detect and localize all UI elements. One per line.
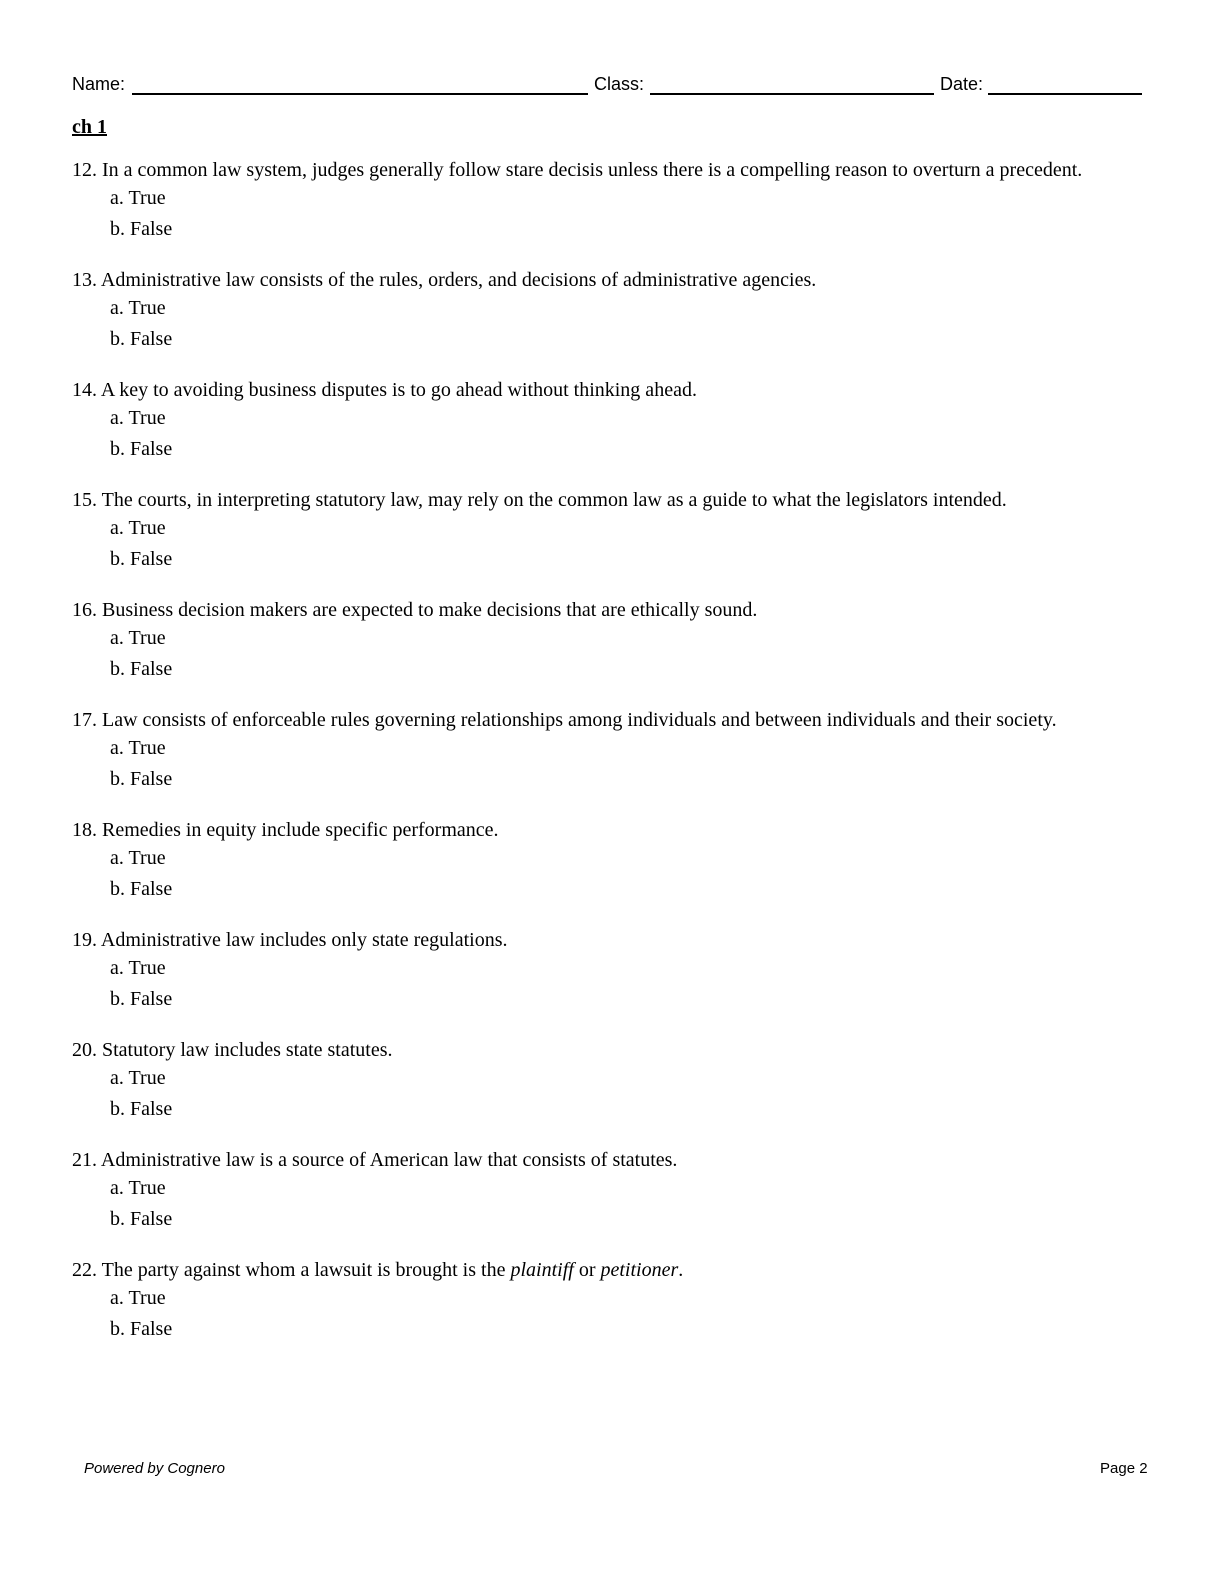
option-false: b. False [110, 218, 173, 240]
question-21 [72, 1147, 1152, 1235]
option-false: b. False [110, 1098, 173, 1120]
question-list [72, 157, 1152, 1367]
option-true: a. True [110, 1177, 166, 1199]
question-text: 12. In a common law system, judges generally follow stare decisis unless there is a compelling reason to overturn a precedent. [72, 159, 1083, 181]
question-text: 14. A key to avoiding business disputes is to go ahead without thinking ahead. [72, 379, 697, 401]
option-true: a. True [110, 1067, 166, 1089]
question-text [72, 1257, 1152, 1283]
question-13 [72, 267, 1152, 355]
question-17 [72, 707, 1152, 795]
option-false: b. False [110, 658, 173, 680]
page-number: Page 2 [1100, 1460, 1148, 1477]
question-text: 13. Administrative law consists of the rules, orders, and decisions of administrative agencies. [72, 269, 817, 291]
question-text: 15. The courts, in interpreting statutory law, may rely on the common law as a guide to what the legislators intended. [72, 489, 1007, 511]
class-blank [650, 93, 934, 95]
question-15 [72, 487, 1152, 575]
worksheet-header [72, 72, 1144, 96]
option-false: b. False [110, 328, 173, 350]
question-text: 18. Remedies in equity include specific performance. [72, 819, 499, 841]
option-false: b. False [110, 1318, 173, 1340]
option-false: b. False [110, 1208, 173, 1230]
question-text: 17. Law consists of enforceable rules governing relationships among individuals and between individuals and their society. [72, 709, 1057, 731]
powered-by-footer: Powered by Cognero [84, 1460, 225, 1477]
question-text-italic: plaintiff [510, 1259, 574, 1281]
question-text-italic: petitioner [600, 1259, 679, 1281]
option-false: b. False [110, 878, 173, 900]
option-true: a. True [110, 737, 166, 759]
question-16 [72, 597, 1152, 685]
question-19 [72, 927, 1152, 1015]
question-20 [72, 1037, 1152, 1125]
question-text-part: . [678, 1259, 684, 1281]
option-false: b. False [110, 988, 173, 1010]
date-label: Date: [940, 74, 984, 94]
question-text: 19. Administrative law includes only state regulations. [72, 929, 508, 951]
name-blank [132, 93, 588, 95]
question-12 [72, 157, 1152, 245]
option-true: a. True [110, 297, 166, 319]
question-text: 21. Administrative law is a source of American law that consists of statutes. [72, 1149, 678, 1171]
question-text: 20. Statutory law includes state statutes. [72, 1039, 393, 1061]
question-14 [72, 377, 1152, 465]
option-true: a. True [110, 407, 166, 429]
option-false: b. False [110, 548, 173, 570]
class-label: Class: [594, 74, 645, 94]
option-true: a. True [110, 517, 166, 539]
question-text-part: 22. The party against whom a lawsuit is brought is the [72, 1259, 511, 1281]
option-false: b. False [110, 438, 173, 460]
option-true: a. True [110, 957, 166, 979]
question-18 [72, 817, 1152, 905]
date-blank [988, 93, 1142, 95]
option-true: a. True [110, 627, 166, 649]
option-true: a. True [110, 187, 166, 209]
question-text-part: or [573, 1259, 601, 1281]
question-22 [72, 1257, 1152, 1345]
name-label: Name: [72, 74, 126, 94]
question-text: 16. Business decision makers are expected to make decisions that are ethically sound. [72, 599, 758, 621]
option-true: a. True [110, 1287, 166, 1309]
section-title: ch 1 [72, 116, 107, 138]
option-true: a. True [110, 847, 166, 869]
option-false: b. False [110, 768, 173, 790]
